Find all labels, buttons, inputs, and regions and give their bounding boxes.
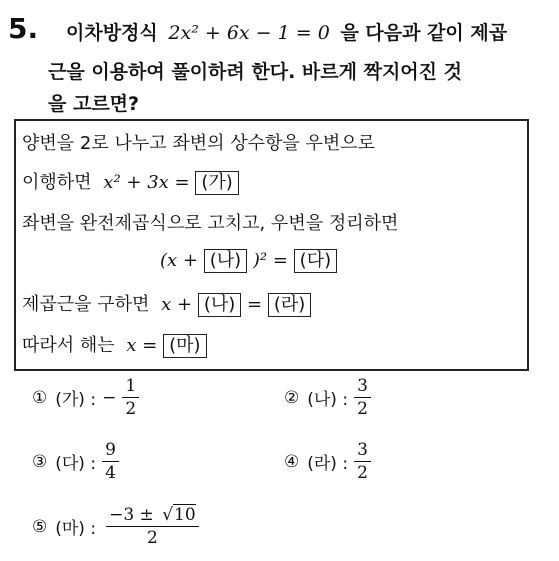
option-1-marker: ① <box>32 387 48 408</box>
option-1[interactable] <box>32 376 139 419</box>
option-1-numerator: 1 <box>122 376 139 398</box>
option-2-label: (나) : <box>307 390 349 410</box>
question-number: 5. <box>8 12 39 45</box>
option-3-numerator: 9 <box>102 440 119 462</box>
option-5-label: (마) : <box>55 519 97 539</box>
box-line-5-equals: = <box>247 294 263 315</box>
option-4-numerator: 3 <box>354 440 371 462</box>
option-5-numerator <box>106 505 199 527</box>
option-4[interactable] <box>284 440 371 483</box>
option-2-numerator: 3 <box>354 376 371 398</box>
blank-da: (다) <box>294 249 337 273</box>
option-4-label: (라) : <box>307 454 349 474</box>
option-5-marker: ⑤ <box>32 516 48 537</box>
option-3-label: (다) : <box>55 454 97 474</box>
option-4-denominator: 2 <box>357 463 368 483</box>
option-5-radicand: 10 <box>174 505 196 525</box>
blank-na-repeat: (나) <box>198 293 241 317</box>
option-5-denominator: 2 <box>146 528 158 548</box>
option-3-fraction <box>102 440 119 483</box>
question-line-3: 을 고르면? <box>48 93 140 115</box>
question-line-1 <box>66 18 507 45</box>
option-1-denominator: 2 <box>125 399 137 419</box>
box-line-5 <box>22 290 311 317</box>
blank-na: (나) <box>204 249 247 273</box>
option-2-fraction <box>354 376 371 419</box>
box-line-2 <box>22 168 239 195</box>
option-3-marker: ③ <box>32 451 48 472</box>
option-2-denominator: 2 <box>357 399 368 419</box>
option-5[interactable] <box>32 505 199 548</box>
box-line-6 <box>22 331 207 358</box>
question-equation: 2x² + 6x − 1 = 0 <box>168 22 330 44</box>
box-line-1: 양변을 2로 나누고 좌변의 상수항을 우변으로 <box>22 133 376 154</box>
box-line-4-mid: )² = <box>252 250 288 271</box>
box-line-2-expr: x² + 3x = <box>103 172 190 193</box>
box-line-5-text: 제곱근을 구하면 <box>22 294 150 315</box>
blank-ma: (마) <box>163 334 206 358</box>
option-5-numerator-prefix: −3 ± <box>109 505 154 525</box>
blank-ra: (라) <box>268 293 311 317</box>
option-2-marker: ② <box>284 387 300 408</box>
box-line-2-text: 이행하면 <box>22 172 92 193</box>
option-2[interactable] <box>284 376 371 419</box>
option-1-label: (가) : <box>55 390 97 410</box>
box-line-5-expr: x + <box>161 294 193 315</box>
option-3[interactable] <box>32 440 119 483</box>
option-3-denominator: 4 <box>105 463 116 483</box>
option-5-fraction <box>106 505 199 548</box>
question-line-1-suffix: 을 다음과 같이 제곱 <box>340 22 508 44</box>
question-line-1-prefix: 이차방정식 <box>66 22 158 44</box>
box-line-4 <box>160 249 337 273</box>
sqrt-icon: √ <box>162 505 174 525</box>
option-1-sign: − <box>102 387 117 408</box>
blank-ga: (가) <box>195 171 238 195</box>
option-4-fraction <box>354 440 371 483</box>
question-line-2: 근을 이용하여 풀이하려 한다. 바르게 짝지어진 것 <box>48 61 462 83</box>
box-line-4-open: (x + <box>160 250 198 271</box>
option-4-marker: ④ <box>284 451 300 472</box>
box-line-6-expr: x = <box>126 335 158 356</box>
box-line-3: 좌변을 완전제곱식으로 고치고, 우변을 정리하면 <box>22 213 399 234</box>
option-1-fraction <box>122 376 139 419</box>
box-line-6-text: 따라서 해는 <box>22 335 115 356</box>
